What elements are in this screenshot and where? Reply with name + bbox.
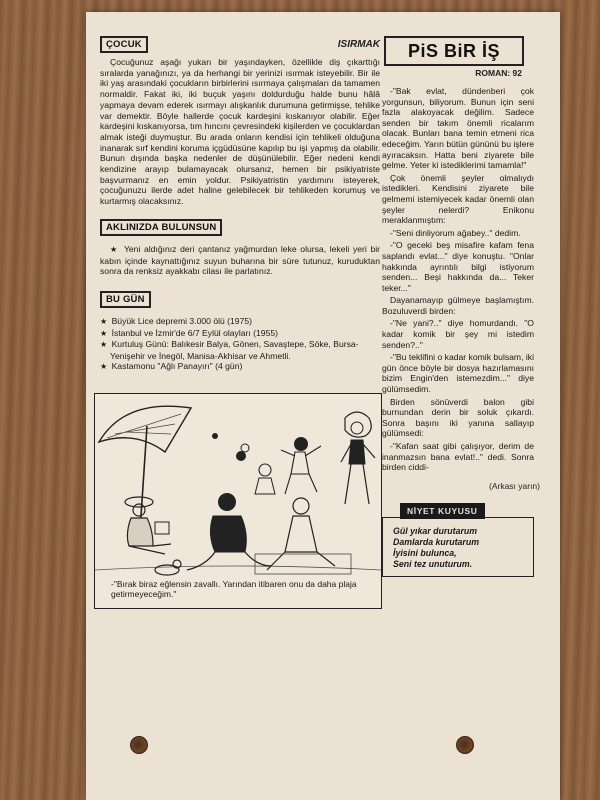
- roman-number: ROMAN: 92: [475, 68, 522, 78]
- bugun-label: BU GÜN: [100, 291, 151, 308]
- right-column: [382, 36, 548, 577]
- cartoon-caption: -"Bırak biraz eğlensin zavallı. Yarından itibaren onu da daha plaja getirmeyeceğim.": [111, 578, 357, 600]
- poem-line: Damlarda kurutarum: [393, 536, 480, 547]
- aklinizda-label: AKLINIZDA BULUNSUN: [100, 219, 222, 236]
- bugun-list: [100, 316, 380, 373]
- aklinizda-section: [100, 217, 380, 277]
- star-icon: ★: [100, 340, 108, 350]
- list-item: ★ İstanbul ve İzmir'de 6/7 Eylül olayları (1955): [100, 327, 278, 338]
- story-paragraph: -"O geceki beş misafire kafam fena saplandı evlat..." diye konuştu. "Onlar hakkında ayrıntılı bilgi istiyorum senden... Beşi hakkında da... Teker teker...": [382, 240, 534, 293]
- list-item: ★ Büyük Lice depremi 3.000 ölü (1975): [100, 315, 253, 326]
- punch-hole-right: [456, 736, 474, 754]
- story-paragraph: -"Ne yani?.." diye homurdandı. "O kadar komik bir şey mi istedim senden?..": [382, 318, 534, 350]
- punch-hole-left: [130, 736, 148, 754]
- star-icon: ★: [110, 244, 119, 254]
- poem-line: Gül yıkar durutarum: [393, 525, 478, 536]
- continued-note: (Arkası yarın): [488, 480, 540, 491]
- story-text: [382, 86, 534, 473]
- cartoon-drawing: [95, 394, 383, 610]
- niyet-poem: [382, 517, 534, 577]
- list-item: ★ Kurtuluş Günü: Balıkesir Balya, Gönen, Savaştepe, Söke, Bursa-Yenişehir ve İnegöl, Manisa-Akhisar ve Ahmetli.: [100, 339, 359, 361]
- story-paragraph: -"Kafan saat gibi çalışıyor, derim de inanmazsın bana evlat!.." dedi. Sonra birden ciddi-: [382, 441, 534, 473]
- list-item: ★ Kastamonu "Ağlı Panayırı" (4 gün): [100, 361, 243, 372]
- story-paragraph: Dayanamayıp gülmeye başlamıştım. Bozuluverdi birden:: [382, 295, 534, 316]
- bugun-section: [100, 289, 380, 373]
- story-paragraph: -"Seni dinliyorum ağabey.." dedim.: [390, 227, 521, 238]
- cocuk-topic: ISIRMAK: [337, 39, 380, 50]
- left-column: [100, 36, 380, 609]
- poem-line: İyisini bulunca,: [393, 547, 457, 558]
- newspaper-clipping: [86, 12, 560, 800]
- poem-line: Seni tez unuturum.: [393, 558, 473, 569]
- cocuk-article: Çocuğunuz aşağı yukarı bir yaşındayken, özellikle diş çıkarttığı sıralarda yanağınızı, ya da herhangi bir yerinizi ısırmak isteyebilir. Bir ile iki yaş arasındaki çocukların birbirlerini ısırmaya çalışmaları da tamamen normaldir. Fakat iki, iki buçuk yaşını doldurduğu halde bunu hâlâ yapmaya devam ederek ısırmayı alışkanlık durumuna getirmişse, tehlike var demektir. Böyle hallerde çocuk kardeşini kıskanıyor olabilir. Eğer kardeşini kıskanıyorsa, tım hıncını çevresindeki kişilerden ve çocuklardan almak isteği duymuştur. Bu arada onların kendisi için tehlikeli olduğuna inanarak sırf kendini koruma içgüdüsüne kapılıp bu işi yapmış da olabilir. Bunun dışında başka nedenler de düşünülebilir. Eğer nedeni kendi kendizine arayıp bulamayacak olursanız, hemen bir psikiyatriste başvurmanız en emin yoldur. Psikiyatristin yardımını isteyerek, çocuğunuzu ilerde adet haline gelebilecek bir tehlikeden korumuş ve kurtarmış olacaksınız.: [100, 57, 380, 207]
- cocuk-header: [100, 36, 380, 53]
- story-title: PiS BiR İŞ: [384, 36, 524, 66]
- star-icon: ★: [100, 328, 108, 338]
- story-paragraph: Çok önemli şeyler olmalıydı istedikleri. Kendisini ziyarete bile gelmemi istemiyecek kadar önemli olan şeyler nelerdi? Enikonu meraklanmıştım:: [382, 172, 534, 226]
- story-paragraph: -"Bu teklifini o kadar komik bulsam, iki gün önce böyle bir dosya hazırlamasını bizim Engin'den istemezdim..." diye gülümsedim.: [382, 352, 534, 395]
- star-icon: ★: [100, 316, 108, 326]
- beach-cartoon: [94, 393, 382, 609]
- story-paragraph: -"Bak evlat, dündenberi çok yorgunsun, biliyorum. Bunun için seni fazla alakoyacak değilim. Sadece senden bir takım önemli ricalarım olacak. Bunları bana temin etmeni rica edeceğim. Yarın bütün gününü bu işlere ayıracaksın. Hatta beni ziyarete bile gelme. Yeter ki istediklerimi tamamla!": [382, 86, 534, 171]
- aklinizda-body: Yeni aldığınız deri çantanız yağmurdan leke olursa, lekeli yeri bir kabın içinde kaynattığınız suyun buharına bir süre tutunuz, kuruduktan sonra da renksiz ayakkabı cilası ile parlatınız.: [100, 243, 381, 277]
- star-icon: ★: [100, 362, 108, 372]
- aklinizda-text: [100, 244, 380, 277]
- cocuk-label: ÇOCUK: [100, 36, 148, 53]
- niyet-label: NİYET KUYUSU: [400, 503, 485, 519]
- story-paragraph: Birden sönüverdi balon gibi burnundan derin bir soluk çıkardı. Sonra başını iki yanına sallayıp gülümsedi:: [382, 396, 534, 439]
